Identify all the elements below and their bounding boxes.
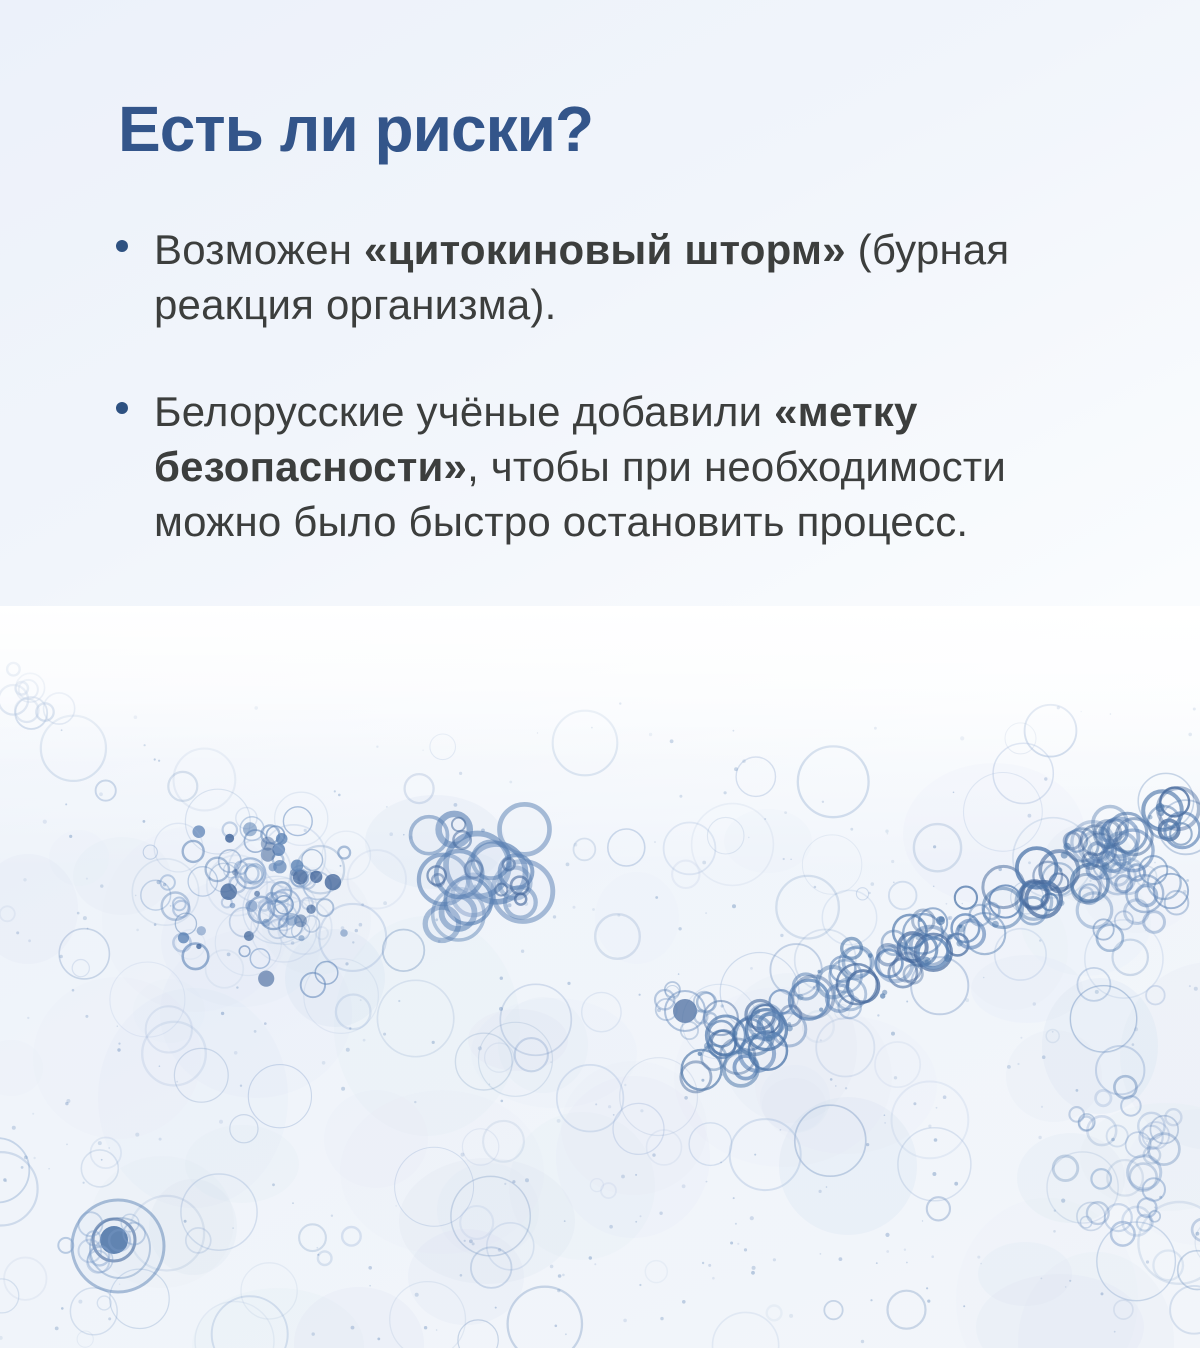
list-item: [116, 222, 1096, 332]
text-segment: «метку: [774, 388, 918, 435]
page-title: Есть ли риски?: [118, 93, 594, 165]
cells-microscopy-image: [0, 606, 1200, 1348]
list-item-text: [154, 384, 1006, 549]
list-item-text: [154, 222, 1009, 332]
bullet-dot-icon: [116, 402, 128, 414]
bullet-dot-icon: [116, 240, 128, 252]
risk-list: [116, 222, 1096, 601]
text-segment: можно было быстро остановить процесс.: [154, 498, 969, 545]
text-segment: «цитокиновый шторм»: [364, 226, 846, 273]
text-segment: Белорусские учёные добавили: [154, 388, 775, 435]
text-segment: , чтобы при необходимости: [467, 443, 1006, 490]
text-segment: реакция организма).: [154, 281, 557, 328]
text-segment: Возможен: [154, 226, 365, 273]
list-item: [116, 384, 1096, 549]
text-segment: (бурная: [845, 226, 1010, 273]
text-segment: безопасности»: [154, 443, 468, 490]
cells-microscopy-image: [0, 606, 1200, 1348]
